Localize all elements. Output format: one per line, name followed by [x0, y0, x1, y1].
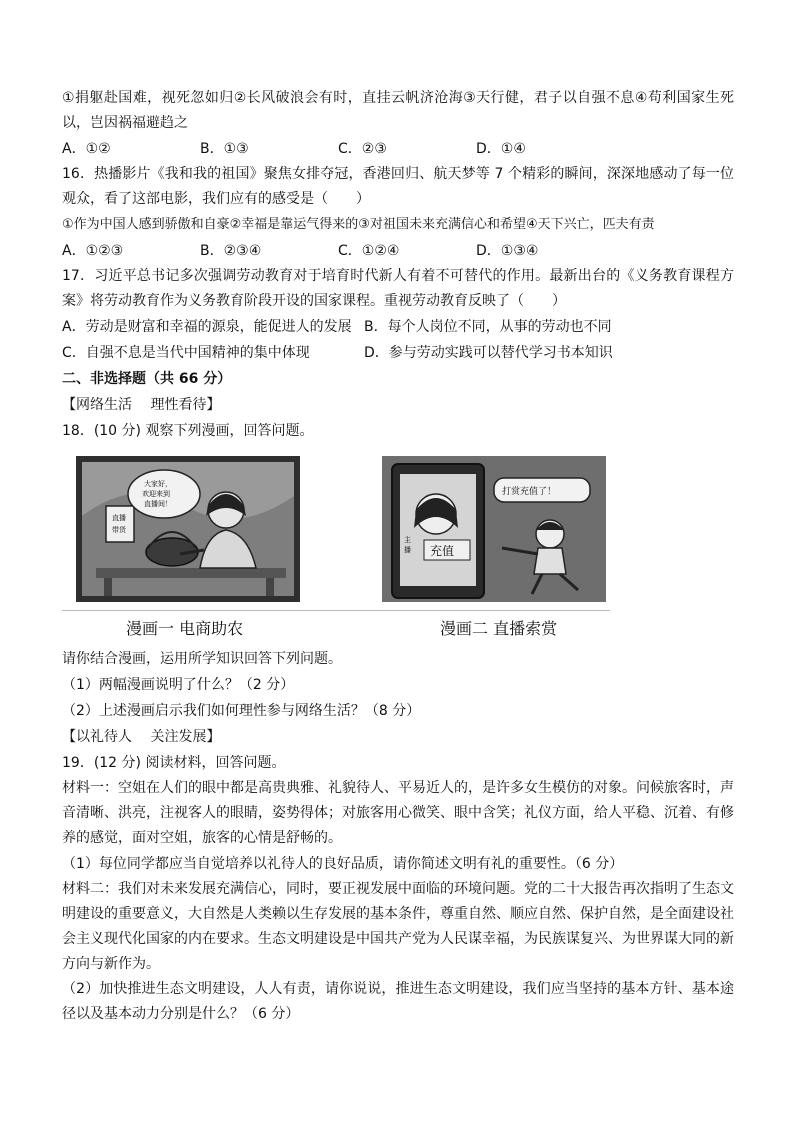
- q16-option-c: C．①②④: [338, 243, 400, 259]
- bubble-reward: 打赏充值了！: [502, 487, 557, 497]
- q15-options: [62, 136, 734, 162]
- q17-option-b: B．每个人岗位不同，从事的劳动也不同: [364, 319, 612, 335]
- q19-sub1: （1）每位同学都应当自觉培养以礼待人的良好品质，请你简述文明有礼的重要性。（6 分）: [62, 856, 624, 872]
- host-label-2: 播: [404, 546, 411, 554]
- caption-divider: [62, 610, 610, 611]
- q15-statements: ①捐躯赴国难，视死忽如归②长风破浪会有时，直挂云帆济沧海③天行健，君子以自强不息④苟利国家生死以，岂因祸福避趋之: [62, 90, 734, 131]
- host-label-1: 主: [404, 536, 411, 544]
- comic-caption-1: 漫画一 电商助农: [126, 619, 244, 638]
- q17-options-row2: [62, 340, 734, 366]
- q15-option-c: C．②③: [338, 141, 387, 157]
- q18-sub1: （1）两幅漫画说明了什么？（2 分）: [62, 677, 295, 693]
- q15-option-b: B．①③: [200, 141, 249, 157]
- sign-text-1: 直播: [112, 514, 126, 522]
- theme-network-life: 【网络生活 理性看待】: [62, 397, 221, 413]
- bubble-line-3: 直播间！: [144, 500, 172, 508]
- q17-options-row1: [62, 314, 734, 340]
- q16-option-d: D．①③④: [476, 243, 539, 259]
- q16-option-b: B．②③④: [200, 243, 262, 259]
- q15-option-a: A．①②: [62, 141, 111, 157]
- q17-option-a: A．劳动是财富和幸福的源泉，能促进人的发展: [62, 319, 352, 335]
- recharge-label: 充值: [430, 544, 455, 558]
- q19-stem: 19．(12 分) 阅读材料，回答问题。: [62, 755, 286, 771]
- q18-stem: 18．(10 分) 观察下列漫画，回答问题。: [62, 423, 314, 439]
- q18-intro: 请你结合漫画，运用所学知识回答下列问题。: [62, 651, 342, 667]
- q17-option-d: D．参与劳动实践可以替代学习书本知识: [364, 345, 613, 361]
- theme-courtesy: 【以礼待人 关注发展】: [62, 729, 221, 745]
- q19-sub2: （2）加快推进生态文明建设，人人有责，请你说说，推进生态文明建设，我们应当坚持的基本方针、基本途径以及基本动力分别是什么？（6 分）: [62, 981, 734, 1022]
- bubble-line-1: 大家好，: [144, 480, 172, 488]
- q15-option-d: D．①④: [476, 141, 526, 157]
- q16-option-a: A．①②③: [62, 243, 124, 259]
- sign-text-2: 带货: [112, 526, 126, 534]
- exam-page: [62, 86, 734, 1027]
- comics-figure: [62, 450, 734, 646]
- section-title: 二、非选择题（共 66 分）: [62, 371, 232, 387]
- q19-material1: 材料一：空姐在人们的眼中都是高贵典雅、礼貌待人、平易近人的，是许多女生模仿的对象。问候旅客时，声音清晰、洪亮，注视客人的眼睛，姿势得体；对旅客用心微笑、眼中含笑；礼仪方面，给人平稳、沉着、有修养的感觉，面对空姐，旅客的心情是舒畅的。: [62, 780, 734, 846]
- bubble-line-2: 欢迎来到: [142, 490, 170, 498]
- q19-material2: 材料二：我们对未来发展充满信心，同时，要正视发展中面临的环境问题。党的二十大报告再次指明了生态文明建设的重要意义，大自然是人类赖以生存发展的基本条件，尊重自然、顺应自然、保护自然，是全面建设社会主义现代化国家的内在要求。生态文明建设是中国共产党为人民谋幸福，为民族谋复兴、为世界谋大同的新方向与新作为。: [62, 881, 734, 972]
- q18-sub2: （2）上述漫画启示我们如何理性参与网络生活？（8 分）: [62, 703, 421, 719]
- comic-caption-2: 漫画二 直播索赏: [440, 619, 558, 638]
- comic-ecommerce-image: [76, 456, 300, 602]
- q16-stem: 16．热播影片《我和我的祖国》聚焦女排夺冠，香港回归、航天梦等 7 个精彩的瞬间，深深地感动了每一位观众，看了这部电影，我们应有的感受是（ ）: [62, 166, 734, 207]
- q17-option-c: C．自强不息是当代中国精神的集中体现: [62, 345, 310, 361]
- q16-options: [62, 238, 734, 264]
- q16-statements: ①作为中国人感到骄傲和自豪②幸福是靠运气得来的③对祖国未来充满信心和希望④天下兴亡，匹夫有责: [62, 217, 655, 232]
- comic-livestream-image: [382, 456, 606, 602]
- q17-stem: 17．习近平总书记多次强调劳动教育对于培育时代新人有着不可替代的作用。最新出台的《义务教育课程方案》将劳动教育作为义务教育阶段开设的国家课程。重视劳动教育反映了（ ）: [62, 268, 734, 309]
